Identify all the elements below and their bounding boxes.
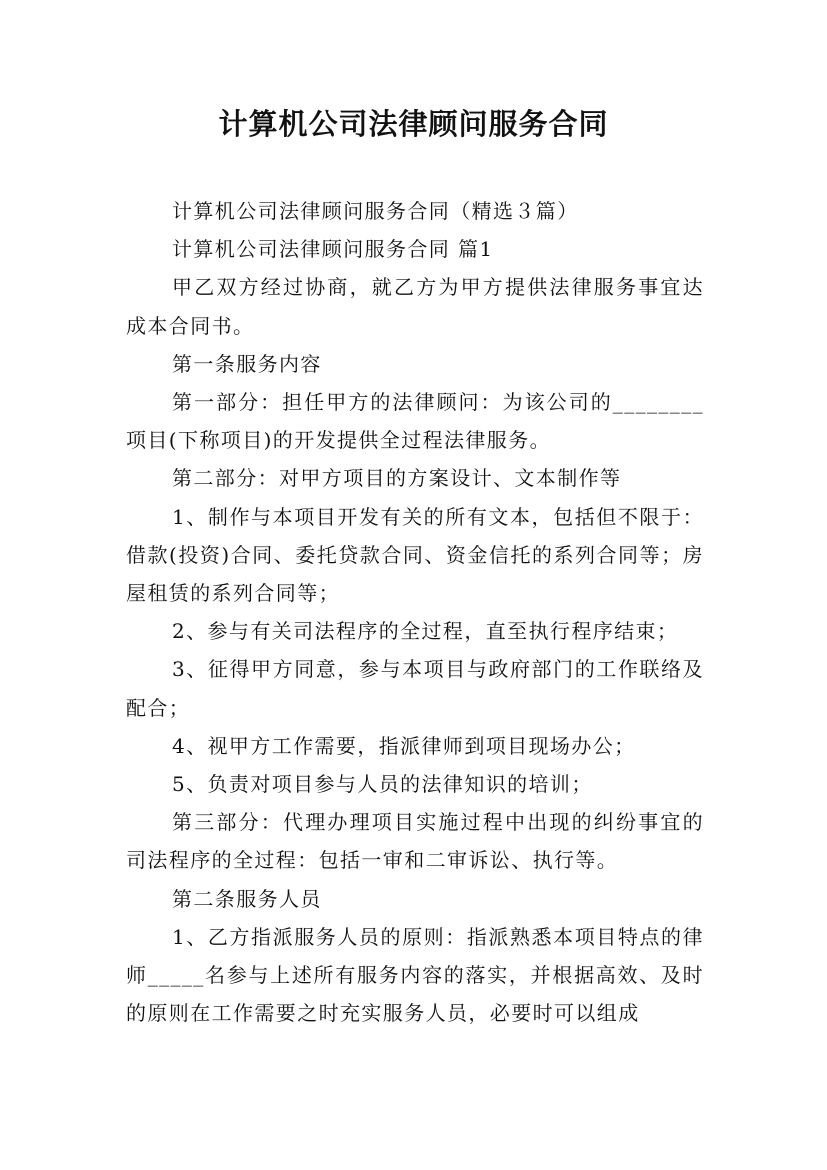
list-item: 2、参与有关司法程序的全过程，直至执行程序结束； — [172, 619, 679, 644]
paragraph-subtitle: 计算机公司法律顾问服务合同（精选３篇） — [172, 199, 579, 223]
list-item: 5、负责对项目参与人员的法律知识的培训； — [172, 772, 593, 797]
paragraph-section-heading: 计算机公司法律顾问服务合同 篇1 — [172, 237, 494, 262]
list-item: 1、制作与本项目开发有关的所有文本，包括但不限于：借款(投资)合同、委托贷款合同、资金信托的系列合同等；房屋租赁的系列合同等； — [126, 504, 704, 606]
paragraph: 第三部分：代理办理项目实施过程中出现的纠纷事宜的司法程序的全过程：包括一审和二审诉讼、执行等。 — [126, 810, 704, 873]
clause-heading: 第一条服务内容 — [172, 351, 322, 376]
paragraph: 第二部分：对甲方项目的方案设计、文本制作等 — [172, 466, 622, 491]
paragraph: 甲乙双方经过协商，就乙方为甲方提供法律服务事宜达成本合同书。 — [126, 275, 704, 338]
paragraph: 第一部分：担任甲方的法律顾问：为该公司的________项目(下称项目)的开发提供全过程法律服务。 — [126, 390, 704, 453]
list-item: 4、视甲方工作需要，指派律师到项目现场办公； — [172, 733, 636, 758]
clause-heading: 第二条服务人员 — [172, 886, 322, 911]
document-body — [126, 192, 704, 1032]
document-title: 计算机公司法律顾问服务合同 — [218, 107, 609, 141]
list-item: 1、乙方指派服务人员的原则：指派熟悉本项目特点的律师_____名参与上述所有服务内容的落实，并根据高效、及时的原则在工作需要之时充实服务人员，必要时可以组成 — [126, 924, 704, 1026]
list-item: 3、征得甲方同意，参与本项目与政府部门的工作联络及配合； — [126, 657, 704, 720]
